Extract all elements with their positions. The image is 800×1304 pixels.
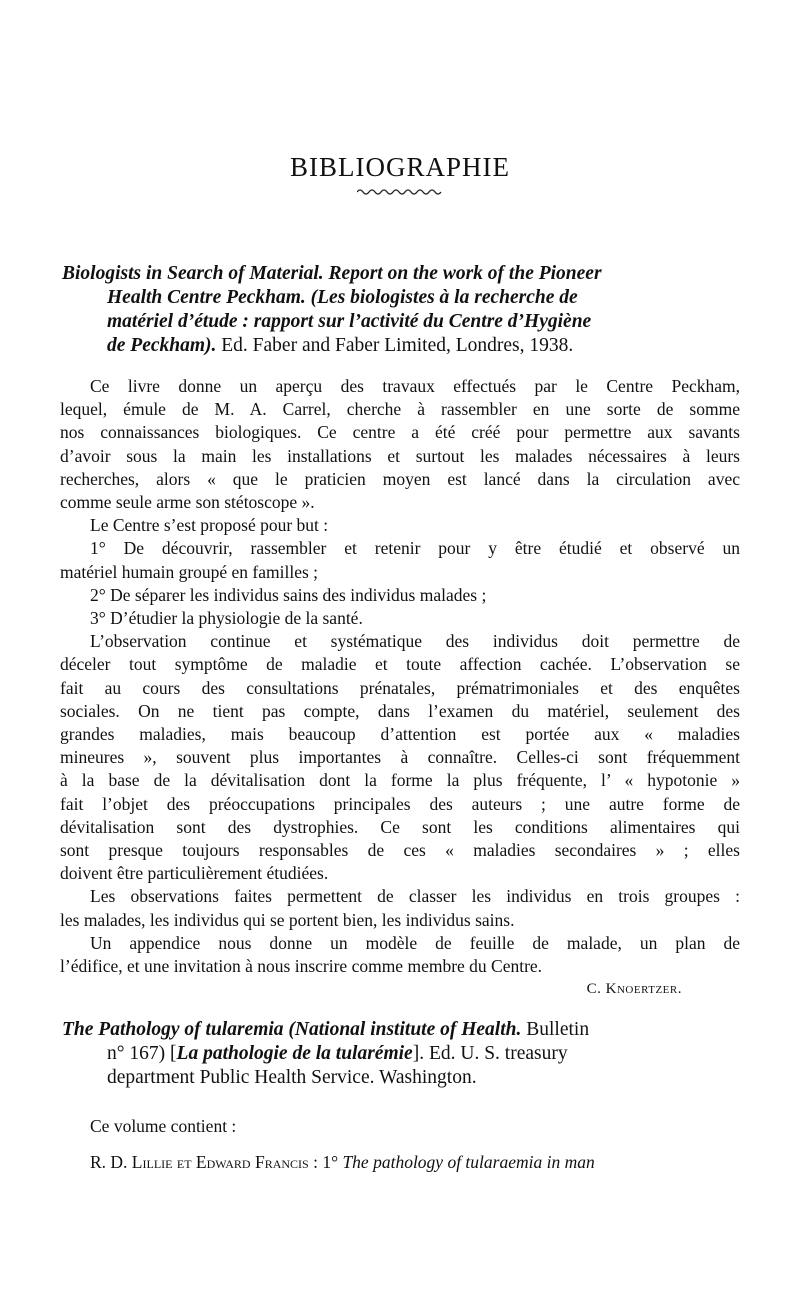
review1-ref-line: Biologists in Search of Material. Report on the work of the Pioneer (62, 263, 602, 284)
paragraph-line: dévitalisation sont des dystrophies. Ce sont les conditions alimentaires qui (60, 816, 740, 837)
paragraph-line: Ce volume contient : (90, 1116, 237, 1136)
paragraph-line: nos connaissances biologiques. Ce centre a été créé pour permettre aux savants (60, 422, 740, 443)
paragraph-line: 2° De séparer les individus sains des individus malades ; (90, 584, 487, 605)
paragraph-line: lequel, émule de M. A. Carrel, cherche à rassembler en une sorte de somme (60, 399, 740, 420)
paragraph-line: fait l’objet des préoccupations principales des auteurs ; une autre forme de (60, 793, 740, 814)
title-ornament (357, 188, 443, 196)
paragraph-line: recherches, alors « que le praticien moyen est lancé dans la circulation avec (60, 468, 740, 489)
paragraph-line: mineures », souvent plus importantes à connaître. Celles-ci sont fréquemment (60, 747, 740, 768)
signature-initial: C. (586, 981, 602, 998)
review2-ref-line (62, 1042, 742, 1066)
signature-name: Knoertzer. (605, 981, 682, 998)
review2-ref-french-title: La pathologie de la tularémie (176, 1043, 413, 1064)
review2-ref-editor: ]. Ed. U. S. treasury (412, 1043, 568, 1064)
paragraph-line (60, 1151, 740, 1174)
paragraph-line: Un appendice nous donne un modèle de feuille de malade, un plan de (90, 932, 740, 953)
paragraph-line: les malades, les individus qui se portent bien, les individus sains. (60, 909, 515, 930)
review1-ref-title-end: de Peckham). (107, 335, 217, 356)
review2-body (60, 1115, 740, 1174)
paragraph-line: déceler tout symptôme de maladie et toute affection cachée. L’observation se (60, 654, 740, 675)
review1-ref-line: Health Centre Peckham. (Les biologistes à la recherche de (107, 287, 578, 308)
paragraph-line: comme seule arme son stétoscope ». (60, 492, 315, 513)
review2-ref-number: n° 167) [ (107, 1043, 177, 1064)
review1-signature (60, 978, 740, 1001)
review1-reference (62, 262, 742, 358)
review1-ref-line (62, 334, 742, 358)
paragraph-line: l’édifice, et une invitation à nous inscrire comme membre du Centre. (60, 956, 543, 977)
page-title: BIBLIOGRAPHIE (290, 152, 510, 183)
review1-body (60, 375, 740, 1001)
review2-ref-title: The Pathology of tularemia (National institute of Health. (62, 1019, 522, 1040)
paragraph-line: grandes maladies, mais beaucoup d’attention est portée aux « maladies (60, 724, 740, 745)
paragraph-line: Ce livre donne un aperçu des travaux effectués par le Centre Peckham, (90, 376, 740, 396)
review2-ref-bulletin: Bulletin (521, 1019, 590, 1040)
paragraph-line: fait au cours des consultations prénatales, prématrimoniales et des enquêtes (60, 677, 740, 698)
review2-reference (62, 1018, 742, 1090)
paragraph-line: Le Centre s’est proposé pour but : (90, 515, 329, 536)
paragraph-line: doivent être particulièrement étudiées. (60, 863, 329, 884)
review2-ref-line (62, 1018, 742, 1042)
contents-separator: : 1° (308, 1152, 343, 1173)
review2-ref-line: department Public Health Service. Washington. (107, 1067, 477, 1088)
paragraph-line: Les observations faites permettent de classer les individus en trois groupes : (90, 886, 740, 907)
review1-ref-line: matériel d’étude : rapport sur l’activité du Centre d’Hygiène (107, 311, 592, 332)
contents-authors: R. D. Lillie et Edward Francis (90, 1152, 309, 1173)
paragraph-line: 3° D’étudier la physiologie de la santé. (90, 608, 363, 629)
paragraph-line: 1° De découvrir, rassembler et retenir pour y être étudié et observé un (90, 538, 740, 559)
review1-ref-publisher: Ed. Faber and Faber Limited, Londres, 1938. (216, 335, 574, 356)
paragraph-line: matériel humain groupé en familles ; (60, 561, 319, 582)
paragraph-line: L’observation continue et systématique des individus doit permettre de (90, 631, 740, 652)
contents-title: The pathology of tularaemia in man (342, 1152, 595, 1173)
paragraph-line: à la base de la dévitalisation dont la forme la plus fréquente, l’ « hypotonie » (60, 770, 740, 791)
paragraph-line: sociales. On ne tient pas compte, dans l’examen du matériel, seulement des (60, 700, 740, 721)
paragraph-line: sont presque toujours responsables de ces « maladies secondaires » ; elles (60, 840, 740, 861)
paragraph-line: d’avoir sous la main les installations et surtout les malades nécessaires à leurs (60, 445, 740, 466)
